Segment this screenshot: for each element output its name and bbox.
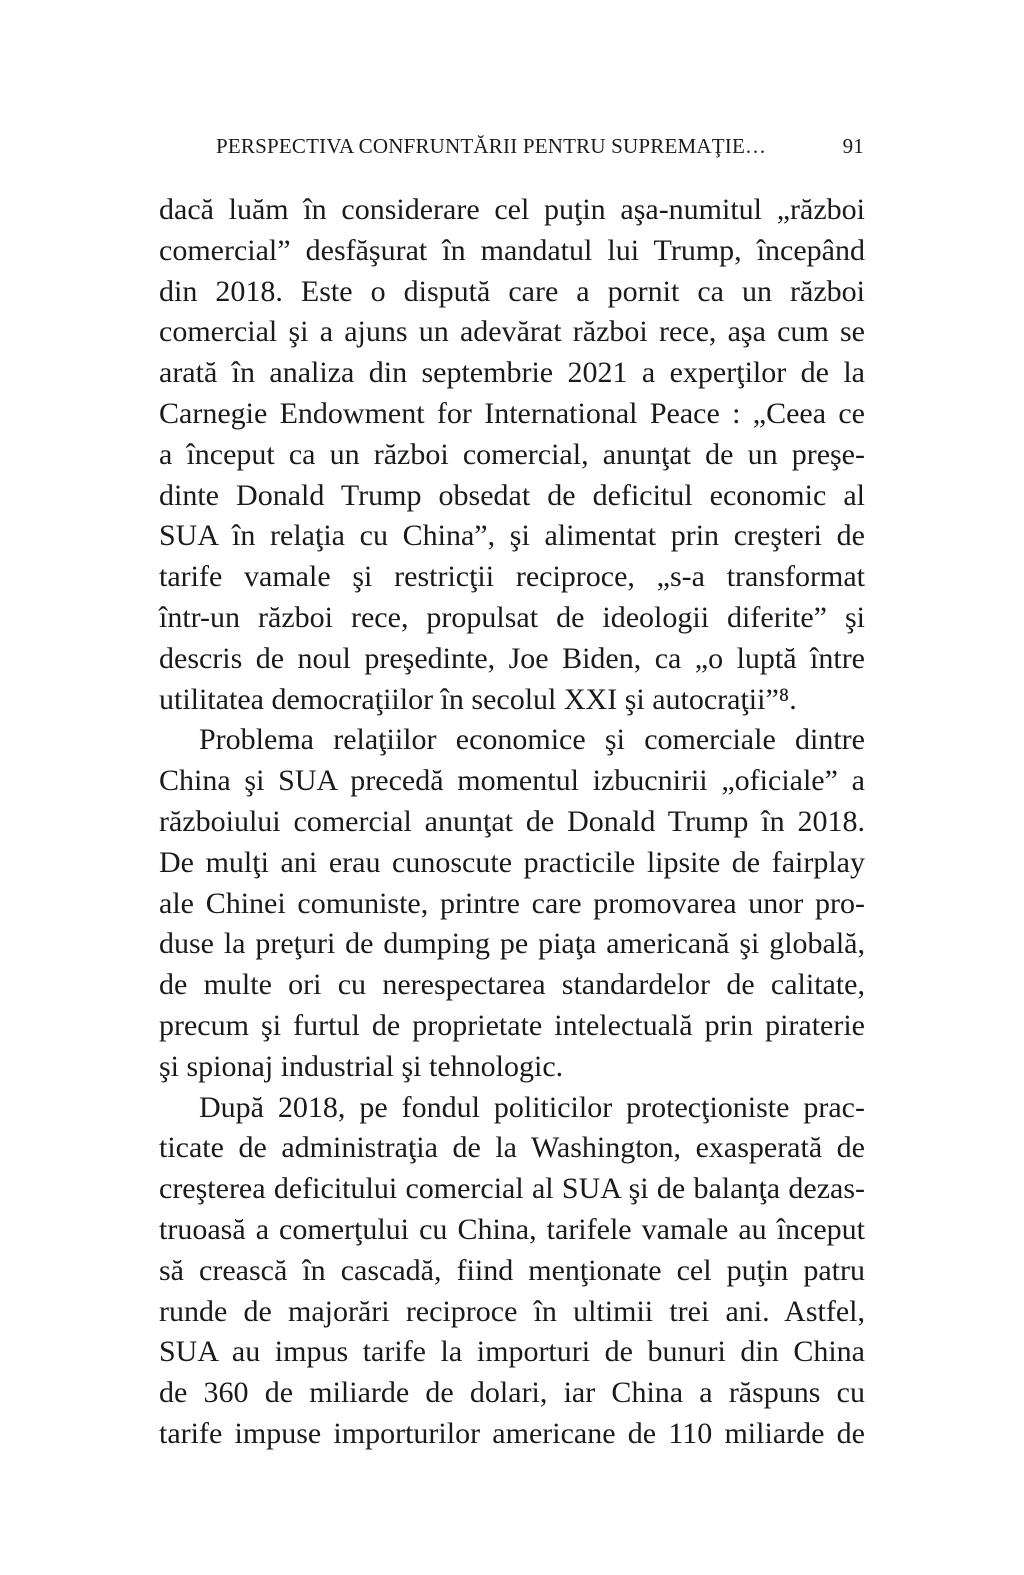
text-line: runde de majorări reciproce în ultimii trei ani. Astfel,	[159, 1294, 865, 1328]
text-line: creşterea deficitului comercial al SUA şi de balanţa dezas-	[159, 1172, 865, 1206]
text-line: din 2018. Este o dispută care a pornit ca un război	[159, 274, 865, 308]
text-line: ale Chinei comuniste, printre care promovarea unor pro-	[159, 886, 865, 920]
text-line: dinte Donald Trump obsedat de deficitul economic al	[159, 478, 865, 512]
text-line: şi spionaj industrial şi tehnologic.	[159, 1049, 564, 1083]
text-line: tarife impuse importurilor americane de 110 miliarde de	[159, 1416, 865, 1450]
text-line: de 360 de miliarde de dolari, iar China a răspuns cu	[159, 1376, 865, 1410]
text-line: SUA au impus tarife la importuri de bunuri din China	[159, 1335, 865, 1369]
body-text	[159, 190, 865, 1455]
text-line: a început ca un război comercial, anunţat de un preşe-	[159, 437, 865, 471]
text-line: truoasă a comerţului cu China, tarifele vamale au început	[159, 1212, 865, 1246]
text-line: comercial” desfăşurat în mandatul lui Trump, începând	[159, 233, 865, 267]
text-line: să crească în cascadă, fiind menţionate cel puţin patru	[159, 1253, 865, 1287]
running-header	[216, 134, 866, 170]
running-title: PERSPECTIVA CONFRUNTĂRII PENTRU SUPREMAŢIE…	[216, 134, 767, 158]
text-line-with-footnote-ref: utilitatea democraţiilor în secolul XXI şi autocraţii”⁸.	[159, 682, 797, 716]
text-line: dacă luăm în considerare cel puţin aşa-numitul „război	[159, 193, 865, 226]
text-line: China şi SUA precedă momentul izbucnirii „oficiale” a	[159, 764, 865, 798]
text-line: tarife vamale şi restricţii reciproce, „s-a transformat	[159, 560, 865, 594]
text-line: precum şi furtul de proprietate intelectuală prin piraterie	[159, 1008, 865, 1042]
text-line: duse la preţuri de dumping pe piaţa americană şi globală,	[159, 927, 865, 961]
text-line: De mulţi ani erau cunoscute practicile lipsite de fairplay	[159, 845, 865, 879]
paragraph-first-line: După 2018, pe fondul politicilor protecţioniste prac-	[199, 1090, 865, 1124]
text-line: într-un război rece, propulsat de ideologii diferite” şi	[159, 600, 865, 634]
text-line: SUA în relaţia cu China”, şi alimentat prin creşteri de	[159, 519, 865, 553]
page-number: 91	[842, 134, 864, 158]
text-line: comercial şi a ajuns un adevărat război rece, aşa cum se	[159, 315, 865, 349]
paragraph-first-line: Problema relaţiilor economice şi comerciale dintre	[199, 723, 865, 757]
text-line: arată în analiza din septembrie 2021 a experţilor de la	[159, 356, 865, 390]
text-line: descris de noul preşedinte, Joe Biden, ca „o luptă între	[159, 641, 865, 675]
text-line: de multe ori cu nerespectarea standardelor de calitate,	[159, 968, 865, 1002]
text-line: ticate de administraţia de la Washington, exasperată de	[159, 1131, 865, 1165]
text-line: războiului comercial anunţat de Donald Trump în 2018.	[159, 804, 865, 838]
text-line: Carnegie Endowment for International Peace : „Ceea ce	[159, 396, 865, 430]
